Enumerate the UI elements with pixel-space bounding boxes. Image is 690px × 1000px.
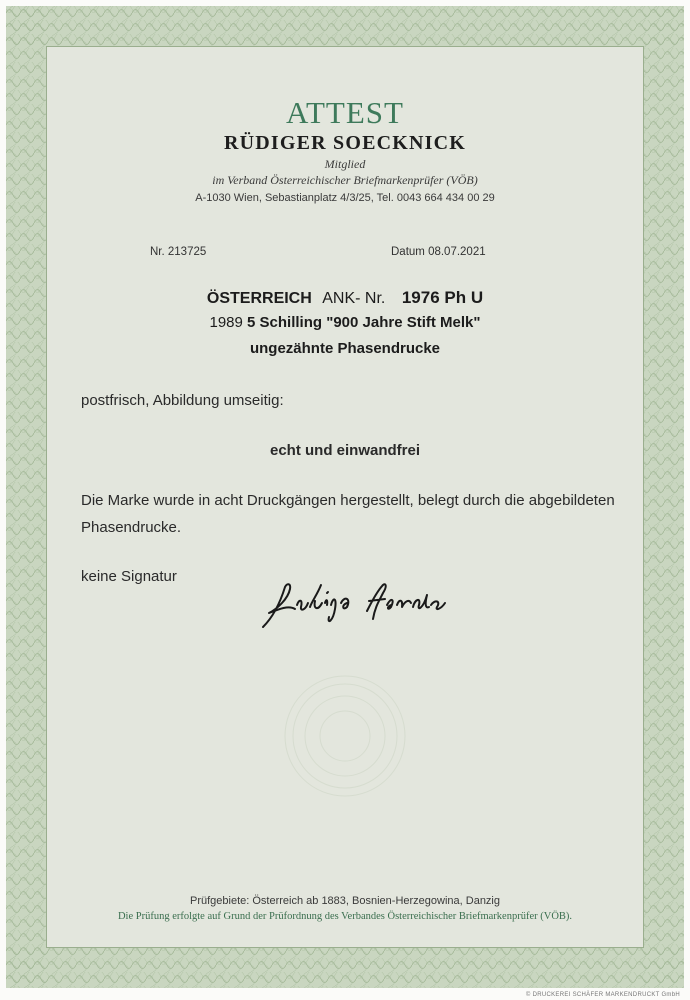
stamp-catalog-line xyxy=(46,287,644,310)
stamp-description: 5 Schilling "900 Jahre Stift Melk" xyxy=(247,314,481,331)
issuer-address: A-1030 Wien, Sebastianplatz 4/3/25, Tel. 0043 664 434 00 29 xyxy=(195,192,495,204)
association-label: im Verband Österreichischer Briefmarkenprüfer (VÖB) xyxy=(212,173,478,187)
condition-text: postfrisch, Abbildung umseitig: xyxy=(81,392,284,409)
stamp-issue-line xyxy=(46,310,644,336)
certificate-header xyxy=(46,96,644,206)
issuer-name: RÜDIGER SOECKNICK xyxy=(223,132,467,154)
certificate-number: Nr. 213725 xyxy=(150,246,207,258)
member-label: Mitglied xyxy=(324,157,366,171)
handwritten-signature xyxy=(255,575,465,635)
signature-note: keine Signatur xyxy=(81,568,177,585)
verdict-text: echt und einwandfrei xyxy=(269,442,420,459)
certificate-date: Datum 08.07.2021 xyxy=(391,246,486,258)
examination-regulation: Die Prüfung erfolgte auf Grund der Prüfordnung des Verbandes Österreichischer Briefmarkenprüfer (VÖB). xyxy=(117,911,573,922)
examination-areas: Prüfgebiete: Österreich ab 1883, Bosnien-Herzegowina, Danzig xyxy=(189,895,500,907)
stamp-year: 1989 xyxy=(209,314,243,331)
stamp-variant: ungezähnte Phasendrucke xyxy=(249,340,441,357)
stamp-country: ÖSTERREICH xyxy=(206,290,312,307)
attest-title: ATTEST xyxy=(286,95,404,130)
production-note: Die Marke wurde in acht Druckgängen hergestellt, belegt durch die abgebildeten Phasendrucke. xyxy=(81,492,615,536)
certificate-footer xyxy=(46,893,644,925)
stamp-identification xyxy=(46,287,644,362)
ank-number: 1976 Ph U xyxy=(401,288,484,307)
printer-imprint: © DRUCKEREI SCHÄFER MARKENDRUCKT GmbH xyxy=(525,992,680,998)
ank-label: ANK- Nr. xyxy=(322,290,386,307)
